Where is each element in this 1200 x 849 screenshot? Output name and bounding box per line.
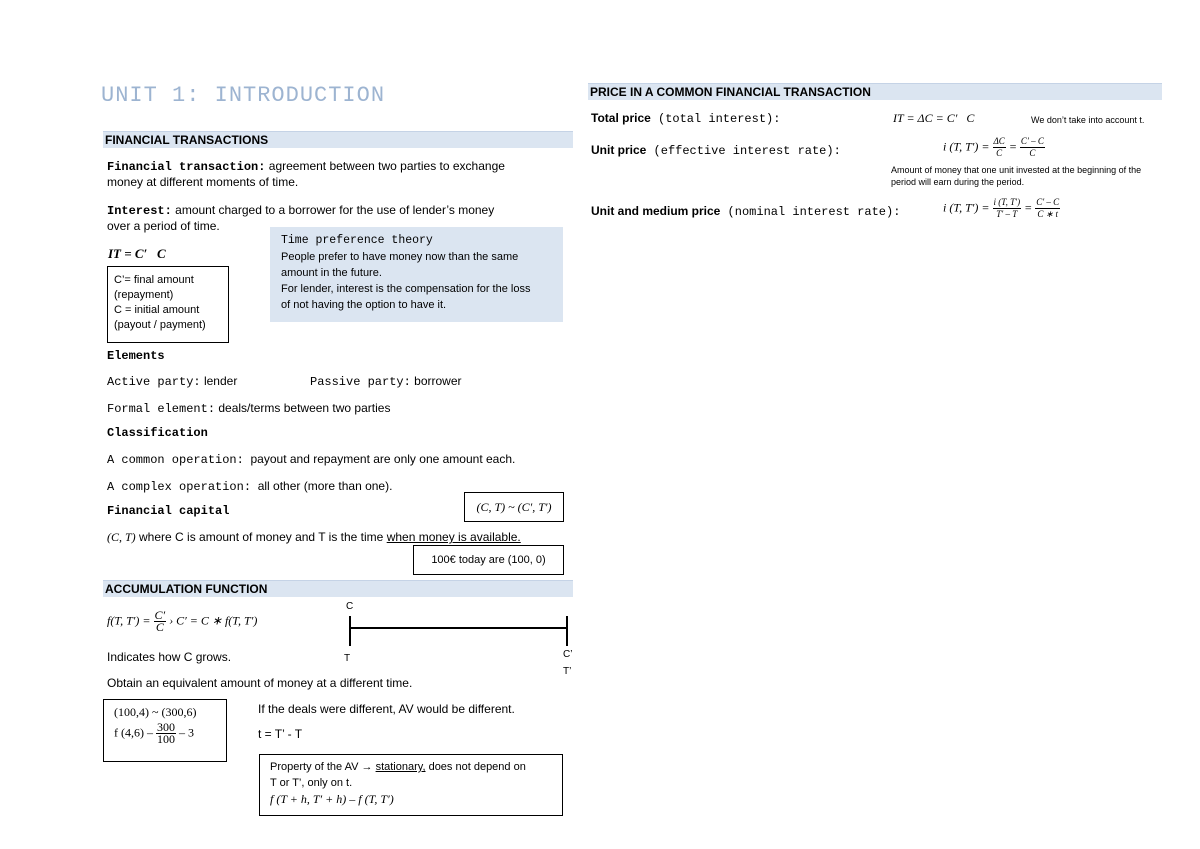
unit-f1-num: ΔC (993, 136, 1005, 146)
unit-f2-num: C′ – C (1020, 136, 1044, 146)
t-equation: t = T’ - T (258, 727, 303, 741)
callout-line: People prefer to have money now than the same (281, 251, 519, 263)
example-fraction (156, 722, 176, 745)
timeline-end-tick (566, 616, 568, 646)
common-operation (107, 452, 515, 468)
timeline-label-c: C (346, 601, 354, 612)
variables-definition-box (107, 266, 229, 343)
total-price-mono: (total interest): (650, 112, 781, 126)
page-title: UNIT 1: INTRODUCTION (101, 83, 386, 108)
example-denominator: 100 (157, 732, 175, 746)
unit-price-mono: (effective interest rate): (646, 144, 841, 158)
equals-sign: = (1008, 139, 1017, 154)
section-header-price: PRICE IN A COMMON FINANCIAL TRANSACTION (588, 83, 1162, 100)
unit-f2-den: C (1029, 148, 1036, 158)
property-line-2: T or T’, only on t. (270, 777, 353, 789)
medium-f2-num: C′ – C (1036, 197, 1060, 207)
medium-f1-num: i (T, T′) (993, 197, 1021, 207)
medium-formula-left: i (T, T′) = (943, 200, 990, 215)
property-formula: f (T + h, T′ + h) – f (T, T′) (270, 792, 394, 806)
passive-party-value: borrower (410, 374, 462, 388)
accumulation-formula (107, 610, 257, 633)
term-common-operation: A common operation: (107, 453, 244, 467)
unit-f1-den: C (996, 148, 1003, 158)
example-line-1: (100,4) ~ (300,6) (114, 705, 197, 719)
formal-element (107, 401, 390, 417)
equivalence-box: (C, T) ~ (C′, T′) (464, 492, 564, 522)
financial-capital-heading: Financial capital (107, 504, 230, 518)
unit-fraction-2 (1020, 136, 1045, 159)
callout-line: For lender, interest is the compensation for the loss (281, 283, 531, 295)
callout-line: of not having the option to have it. (281, 299, 447, 311)
unit-note-line-2: period will earn during the period. (891, 177, 1025, 187)
deals-different-text: If the deals were different, AV would be different. (258, 702, 515, 716)
total-price-formula: IT = ΔC = C′ C (893, 111, 975, 125)
timeline-line (349, 627, 568, 629)
acc-fraction (154, 610, 167, 633)
medium-price-formula (943, 197, 1060, 220)
interest-formula: IT = C′ C (108, 246, 166, 261)
example-result: – 3 (179, 725, 194, 740)
medium-fraction-2 (1035, 197, 1060, 220)
medium-price-mono: (nominal interest rate): (720, 205, 901, 219)
property-text-stationary: stationary, (375, 761, 426, 773)
unit-formula-left: i (T, T′) = (943, 139, 990, 154)
active-party-value: lender (200, 374, 238, 388)
unit-fraction-1 (993, 136, 1006, 159)
capital-text-underlined: when money is available. (386, 530, 521, 544)
term-passive-party: Passive party: (310, 375, 411, 389)
total-price-row (591, 111, 780, 127)
medium-fraction-1 (993, 197, 1022, 220)
timeline-label-t-prime: T’ (563, 666, 572, 677)
callout-title: Time preference theory (281, 234, 433, 247)
example-numerator: 300 (157, 720, 175, 734)
passive-party (310, 374, 462, 390)
acc-numerator: C′ (154, 608, 166, 622)
term-formal-element: Formal element: (107, 402, 216, 416)
timeline-label-t: T (344, 653, 351, 664)
term-complex-operation: A complex operation: (107, 480, 252, 494)
timeline-label-c-prime: C’ (563, 649, 573, 660)
common-operation-value: payout and repayment are only one amount each. (243, 452, 516, 466)
obtain-text: Obtain an equivalent amount of money at a different time. (107, 676, 413, 690)
unit-price-row (591, 143, 841, 159)
unit-price-label: Unit price (591, 143, 647, 157)
grows-text: Indicates how C grows. (107, 650, 232, 664)
example-today-box: 100€ today are (100, 0) (413, 545, 564, 575)
term-interest: Interest: (107, 204, 172, 218)
acc-formula-left: f(T, T′) = (107, 613, 151, 628)
equals-sign: = (1024, 200, 1033, 215)
interest-def-line-1: amount charged to a borrower for the use of lender’s money (171, 203, 495, 217)
property-line-1 (270, 759, 562, 775)
medium-f1-den: T′ – T (996, 209, 1018, 219)
active-party (107, 374, 237, 390)
unit-price-note (891, 164, 1171, 188)
example-line-2 (114, 722, 226, 745)
section-header-accumulation-function: ACCUMULATION FUNCTION (103, 580, 573, 597)
box-line: (payout / payment) (114, 319, 206, 331)
acc-formula-right: › C′ = C ∗ f(T, T′) (169, 613, 258, 628)
total-price-label: Total price (591, 111, 651, 125)
classification-heading: Classification (107, 426, 208, 440)
section-header-financial-transactions: FINANCIAL TRANSACTIONS (103, 131, 573, 148)
box-line: C = initial amount (114, 304, 200, 316)
example-box (103, 699, 227, 762)
time-preference-callout (270, 227, 563, 322)
medium-price-label: Unit and medium price (591, 204, 721, 218)
financial-capital-definition (107, 530, 521, 545)
acc-denominator: C (155, 620, 164, 634)
unit-price-formula (943, 136, 1045, 159)
property-text-a: Property of the AV → (270, 761, 376, 773)
complex-operation-value: all other (more than one). (251, 479, 393, 493)
box-line: (repayment) (114, 289, 174, 301)
medium-price-row (591, 204, 900, 220)
box-line: C’= final amount (114, 274, 194, 286)
ft-def-line-1: agreement between two parties to exchange (265, 159, 505, 173)
unit-note-line-1: Amount of money that one unit invested at the beginning of the (891, 165, 1142, 175)
timeline-start-tick (349, 616, 351, 646)
capital-text: where C is amount of money and T is the time (135, 530, 387, 544)
formal-element-value: deals/terms between two parties (215, 401, 391, 415)
example-f: f (4,6) – (114, 725, 153, 740)
ft-def-line-2: money at different moments of time. (107, 175, 299, 189)
term-active-party: Active party: (107, 375, 201, 389)
property-box (259, 754, 563, 816)
term-financial-transaction: Financial transaction: (107, 160, 266, 174)
elements-heading: Elements (107, 349, 165, 363)
medium-f2-den: C ∗ t (1037, 209, 1058, 219)
interest-def-line-2: over a period of time. (107, 219, 220, 233)
complex-operation (107, 479, 392, 495)
callout-line: amount in the future. (281, 267, 382, 279)
total-price-note: We don’t take into account t. (1031, 115, 1145, 125)
financial-transaction-definition (107, 159, 577, 190)
property-text-c: does not depend on (425, 761, 526, 773)
capital-formula: (C, T) (107, 530, 136, 544)
